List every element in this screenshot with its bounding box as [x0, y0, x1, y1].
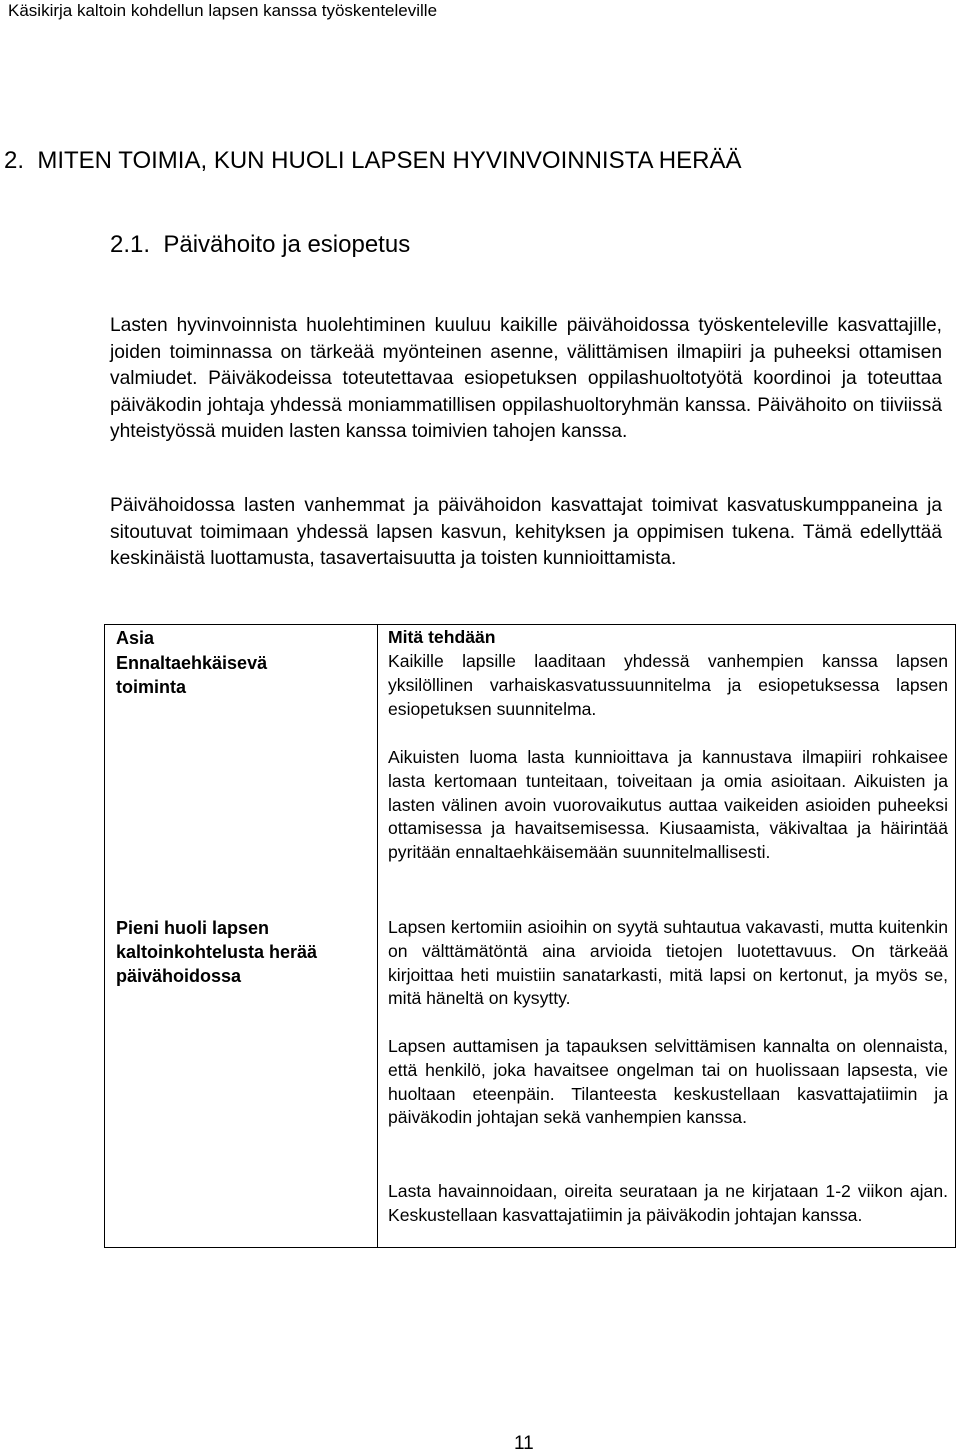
guide-table: [104, 624, 956, 1248]
section-heading: 2.1. Päivähoito ja esiopetus: [110, 231, 411, 258]
running-header: Käsikirja kaltoin kohdellun lapsen kanssa työskenteleville: [8, 1, 438, 20]
page-number: 11: [514, 1433, 534, 1454]
table-row-action-2b: Lapsen auttamisen ja tapauksen selvittämisen kannalta on olennaista, että henkilö, joka havaitsee ongelman tai on huolissaan lapsesta, vie huoltaan eteenpäin. Tilanteesta keskustellaan kasvattajatiimin ja päiväkodin johtajan sekä vanhempien kanssa.: [388, 1036, 948, 1128]
table-row-action-2a: Lapsen kertomiin asioihin on syytä suhtautua vakavasti, mutta kuitenkin on välttämätöntä aina arvioida tietojen luotettavuus. On tärkeää kirjoittaa heti muistiin sanatarkasti, mitä lapsi on kertonut, ja myös se, mitä häneltä on kysytty.: [388, 917, 948, 1009]
table-header-asia: Asia: [116, 628, 155, 648]
table-row-action-1b: Aikuisten luoma lasta kunnioittava ja kannustava ilmapiiri rohkaisee lasta kertomaan tunteitaan, toiveitaan ja omia asioitaan. Aikuisten ja lasten välinen avoin vuorovaikutus auttaa vaikeiden asioiden puheeksi ottamisessa ja havaitsemisessa. Kiusaamista, väkivaltaa ja häirintää pyritään ennaltaehkäisemään suunnitelmallisesti.: [388, 747, 948, 863]
body-paragraph-1: Lasten hyvinvoinnista huolehtiminen kuuluu kaikille päivähoidossa työskenteleville kasvattajille, joiden toiminnassa on tärkeää myönteinen asenne, välittämisen ilmapiiri ja puheeksi ottamisen valmiudet. Päiväkodeissa toteutettavaa esiopetuksen oppilashuoltotyötä koordinoi ja toteuttaa päiväkodin johtaja yhdessä moniammatillisen oppilashuoltoryhmän kanssa. Päivähoito on tiiviissä yhteistyössä muiden lasten kanssa toimivien tahojen kanssa.: [110, 315, 942, 442]
table-row-topic-2: Pieni huoli lapsen kaltoinkohtelusta herää päivähoidossa: [116, 918, 318, 986]
chapter-heading: 2. MITEN TOIMIA, KUN HUOLI LAPSEN HYVINVOINNISTA HERÄÄ: [4, 147, 742, 174]
table-header-mita-tehdaan: Mitä tehdään: [388, 627, 496, 647]
table-column-divider: [377, 625, 378, 1247]
table-row-action-1a: Kaikille lapsille laaditaan yhdessä vanhempien kanssa lapsen yksilöllinen varhaiskasvatussuunnitelma ja esiopetuksessa lapsen esiopetuksen suunnitelma.: [388, 651, 948, 719]
table-row-action-2c: Lasta havainnoidaan, oireita seurataan ja ne kirjataan 1-2 viikon ajan. Keskustellaan kasvattajatiimin ja päiväkodin johtajan kanssa.: [388, 1181, 948, 1225]
body-paragraph-2: Päivähoidossa lasten vanhemmat ja päivähoidon kasvattajat toimivat kasvatuskumppaneina ja sitoutuvat toimimaan yhdessä lapsen kasvun, kehityksen ja oppimisen tukena. Tämä edellyttää keskinäistä luottamusta, tasavertaisuutta ja toisten kunnioittamista.: [110, 495, 942, 569]
table-row-topic-1: Ennaltaehkäisevä toiminta: [116, 653, 268, 697]
